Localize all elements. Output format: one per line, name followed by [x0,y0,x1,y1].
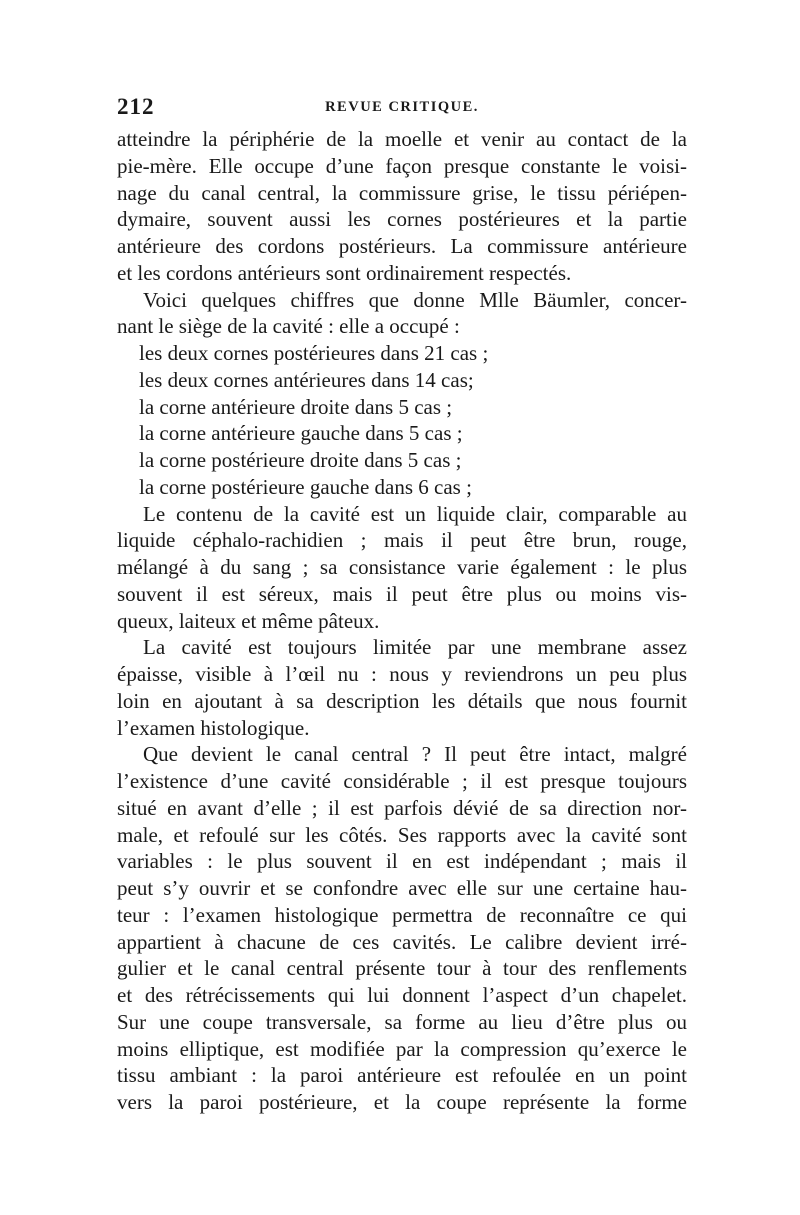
text-line: antérieure des cordons postérieurs. La commissure antérieure [117,234,687,258]
journal-title: REVUE CRITIQUE. [325,99,479,115]
text-line: loin en ajoutant à sa description les détails que nous fournit [117,688,687,713]
text-line: moins elliptique, est modifiée par la compression qu’exerce le [117,1036,687,1061]
list-item-line: les deux cornes postérieures dans 21 cas ; [139,341,489,365]
text-line: queux, laiteux et même pâteux. [117,608,380,633]
text-line: situé en avant d’elle ; il est parfois dévié de sa direction nor- [117,795,687,820]
body-text [117,126,687,1116]
running-head [117,94,687,124]
text-line: variables : le plus souvent il en est indépendant ; mais il [117,849,687,874]
text-line: pie-mère. Elle occupe d’une façon presque constante le voisi- [117,153,687,178]
list-item-line: la corne antérieure gauche dans 5 cas ; [139,421,463,446]
page-number: 212 [117,94,155,119]
text-line: épaisse, visible à l’œil nu : nous y reviendrons un peu plus [117,662,687,686]
list-item-line: les deux cornes antérieures dans 14 cas; [139,367,474,392]
text-line: teur : l’examen histologique permettra de reconnaître ce qui [117,902,687,927]
list-item-line: la corne antérieure droite dans 5 cas ; [139,394,453,419]
list-item-line: la corne postérieure droite dans 5 cas ; [139,448,462,472]
text-line: male, et refoulé sur les côtés. Ses rapports avec la cavité sont [117,822,687,847]
text-line: l’examen histologique. [117,715,310,740]
text-line: vers la paroi postérieure, et la coupe représente la forme [117,1090,687,1114]
text-line: et des rétrécissements qui lui donnent l’aspect d’un chapelet. [117,983,687,1007]
text-line: nage du canal central, la commissure grise, le tissu périépen- [117,180,687,205]
text-line: atteindre la périphérie de la moelle et venir au contact de la [117,127,687,151]
text-line: souvent il est séreux, mais il peut être plus ou moins vis- [117,581,687,606]
text-line: tissu ambiant : la paroi antérieure est refoulée en un point [117,1063,687,1088]
text-line: peut s’y ouvrir et se confondre avec elle sur une certaine hau- [117,876,687,900]
text-line: Voici quelques chiffres que donne Mlle Bäumler, concer- [143,287,687,312]
text-line: liquide céphalo-rachidien ; mais il peut être brun, rouge, [117,528,687,553]
text-line: nant le siège de la cavité : elle a occupé : [117,314,460,339]
list-item-line: la corne postérieure gauche dans 6 cas ; [139,474,472,499]
text-line: Que devient le canal central ? Il peut être intact, malgré [143,742,687,767]
text-line: l’existence d’une cavité considérable ; il est presque toujours [117,769,687,793]
text-line: La cavité est toujours limitée par une membrane assez [143,635,687,660]
text-line: dymaire, souvent aussi les cornes postérieures et la partie [117,207,687,232]
text-line: mélangé à du sang ; sa consistance varie également : le plus [117,555,687,579]
text-line: appartient à chacune de ces cavités. Le calibre devient irré- [117,929,687,954]
text-line: Sur une coupe transversale, sa forme au lieu d’être plus ou [117,1009,687,1034]
text-line: et les cordons antérieurs sont ordinairement respectés. [117,260,572,285]
text-line: Le contenu de la cavité est un liquide clair, comparable au [143,501,687,526]
text-line: gulier et le canal central présente tour à tour des renflements [117,956,687,981]
